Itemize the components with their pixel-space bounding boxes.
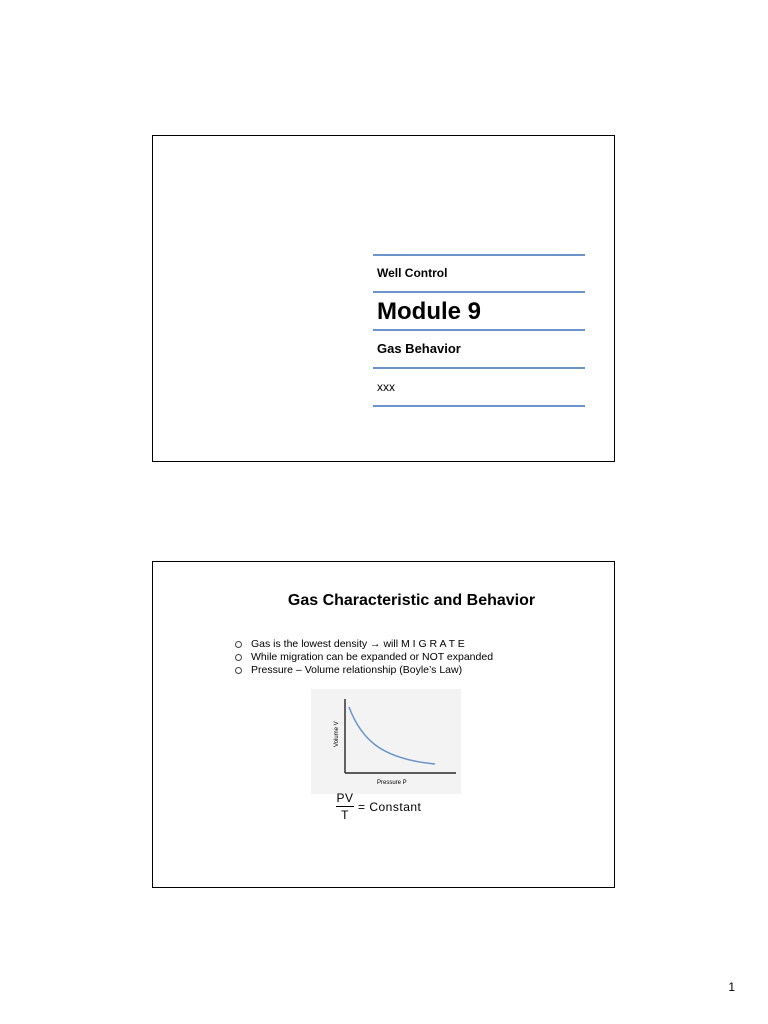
- graph-svg: [311, 689, 461, 794]
- formula-numerator: PV: [336, 791, 354, 805]
- fraction-bar: [336, 806, 354, 807]
- module-title: Module 9: [377, 298, 482, 325]
- slide-title: [152, 135, 615, 462]
- slide-gas-characteristics: [152, 561, 615, 888]
- page-number: 1: [728, 980, 735, 994]
- bullet-text: Pressure – Volume relationship (Boyle’s Law): [251, 664, 463, 676]
- bullet-text: Gas is the lowest density → will M I G R A T E: [251, 638, 465, 650]
- fraction: [336, 791, 354, 822]
- formula-rhs: = Constant: [358, 800, 422, 814]
- slide-title: Gas Characteristic and Behavior: [287, 592, 536, 609]
- module-subtitle: Gas Behavior: [377, 341, 461, 356]
- formula-denominator: T: [341, 808, 349, 822]
- bullet-circle-icon: [235, 654, 242, 661]
- list-item: [235, 638, 493, 651]
- author-text: xxx: [377, 380, 395, 394]
- list-item: [235, 664, 493, 677]
- course-name: Well Control: [377, 266, 448, 280]
- divider: [373, 405, 585, 407]
- boyles-law-graph: [311, 689, 461, 794]
- bullet-circle-icon: [235, 641, 242, 648]
- x-axis-label: Pressure P: [377, 780, 407, 786]
- list-item: [235, 651, 493, 664]
- y-axis-label: Volume V: [334, 721, 340, 747]
- bullet-text: While migration can be expanded or NOT expanded: [251, 651, 494, 663]
- pressure-volume-curve: [349, 707, 435, 764]
- bullet-circle-icon: [235, 667, 242, 674]
- title-block: [373, 254, 585, 407]
- bullet-list: [235, 638, 493, 677]
